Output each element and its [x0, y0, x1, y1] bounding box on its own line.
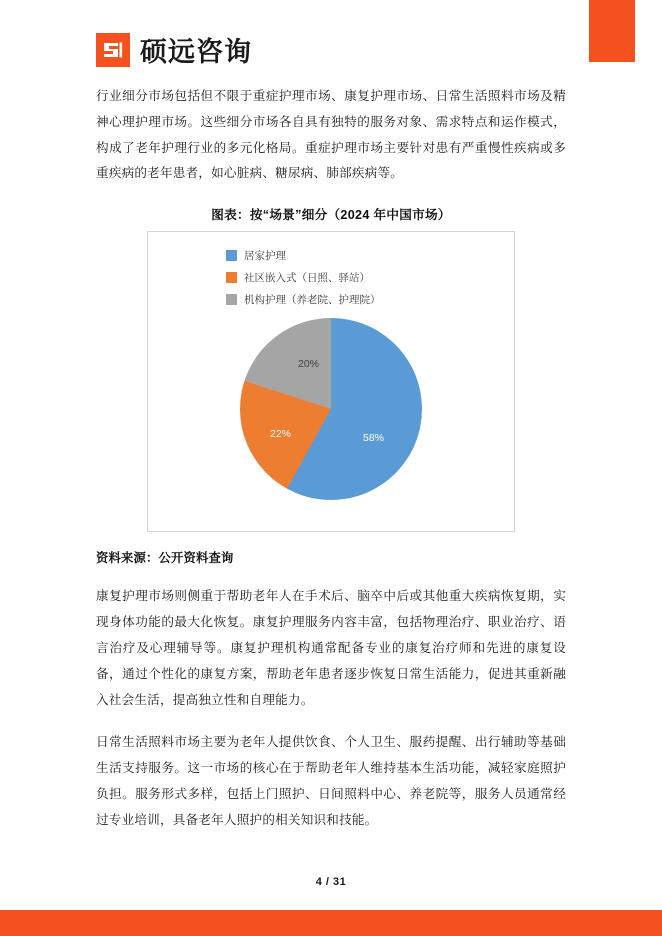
square-logo-icon — [96, 33, 130, 67]
legend-label: 社区嵌入式（日照、驿站） — [244, 272, 370, 285]
legend-swatch-icon — [226, 272, 237, 283]
brand-logo — [96, 30, 252, 69]
decorative-bottom-bar — [0, 910, 662, 936]
paragraph-2: 康复护理市场则侧重于帮助老年人在手术后、脑卒中后或其他重大疾病恢复期，实现身体功能的最大化恢复。康复护理服务内容丰富，包括物理治疗、职业治疗、语言治疗及心理辅导等。康复护理机构通常配备专业的康复治疗师和先进的康复设备，通过个性化的康复方案，帮助老年患者逐步恢复日常生活能力，促进其重新融入社会生活，提高独立性和自理能力。 — [96, 589, 566, 707]
page-number: 4 / 31 — [315, 876, 347, 888]
pie-value-label: 58% — [363, 432, 385, 445]
decorative-corner-block — [589, 0, 635, 62]
paragraph-1: 行业细分市场包括但不限于重症护理市场、康复护理市场、日常生活照料市场及精神心理护理市场。这些细分市场各自具有独特的服务对象、需求特点和运作模式，构成了老年护理行业的多元化格局。重症护理市场主要针对患有严重慢性疾病或多重疾病的老年患者，如心脏病、糖尿病、肺部疾病等。 — [96, 89, 566, 181]
brand-name: 硕远咨询 — [140, 37, 252, 68]
legend-label: 机构护理（养老院、护理院） — [244, 294, 381, 307]
legend-item — [226, 270, 381, 285]
figure-title: 图表：按“场景”细分（2024 年中国市场） — [211, 208, 451, 223]
pie-slices — [240, 318, 422, 500]
document-content — [96, 84, 566, 851]
legend-item — [226, 248, 381, 263]
legend-label: 居家护理 — [244, 250, 286, 263]
legend-swatch-icon — [226, 250, 237, 261]
pie-chart-figure — [147, 231, 515, 532]
pie-value-label: 20% — [298, 358, 320, 371]
pie-area — [148, 318, 514, 500]
legend-swatch-icon — [226, 294, 237, 305]
chart-legend — [226, 248, 381, 314]
pie-value-label: 22% — [270, 428, 292, 441]
paragraph-3: 日常生活照料市场主要为老年人提供饮食、个人卫生、服药提醒、出行辅助等基础生活支持服务。这一市场的核心在于帮助老年人维持基本生活功能，减轻家庭照护负担。服务形式多样，包括上门照护、日间照料中心、养老院等，服务人员通常经过专业培训，具备老年人照护的相关知识和技能。 — [96, 735, 566, 827]
source-note: 资料来源：公开资料查询 — [96, 551, 234, 566]
legend-item — [226, 292, 381, 307]
